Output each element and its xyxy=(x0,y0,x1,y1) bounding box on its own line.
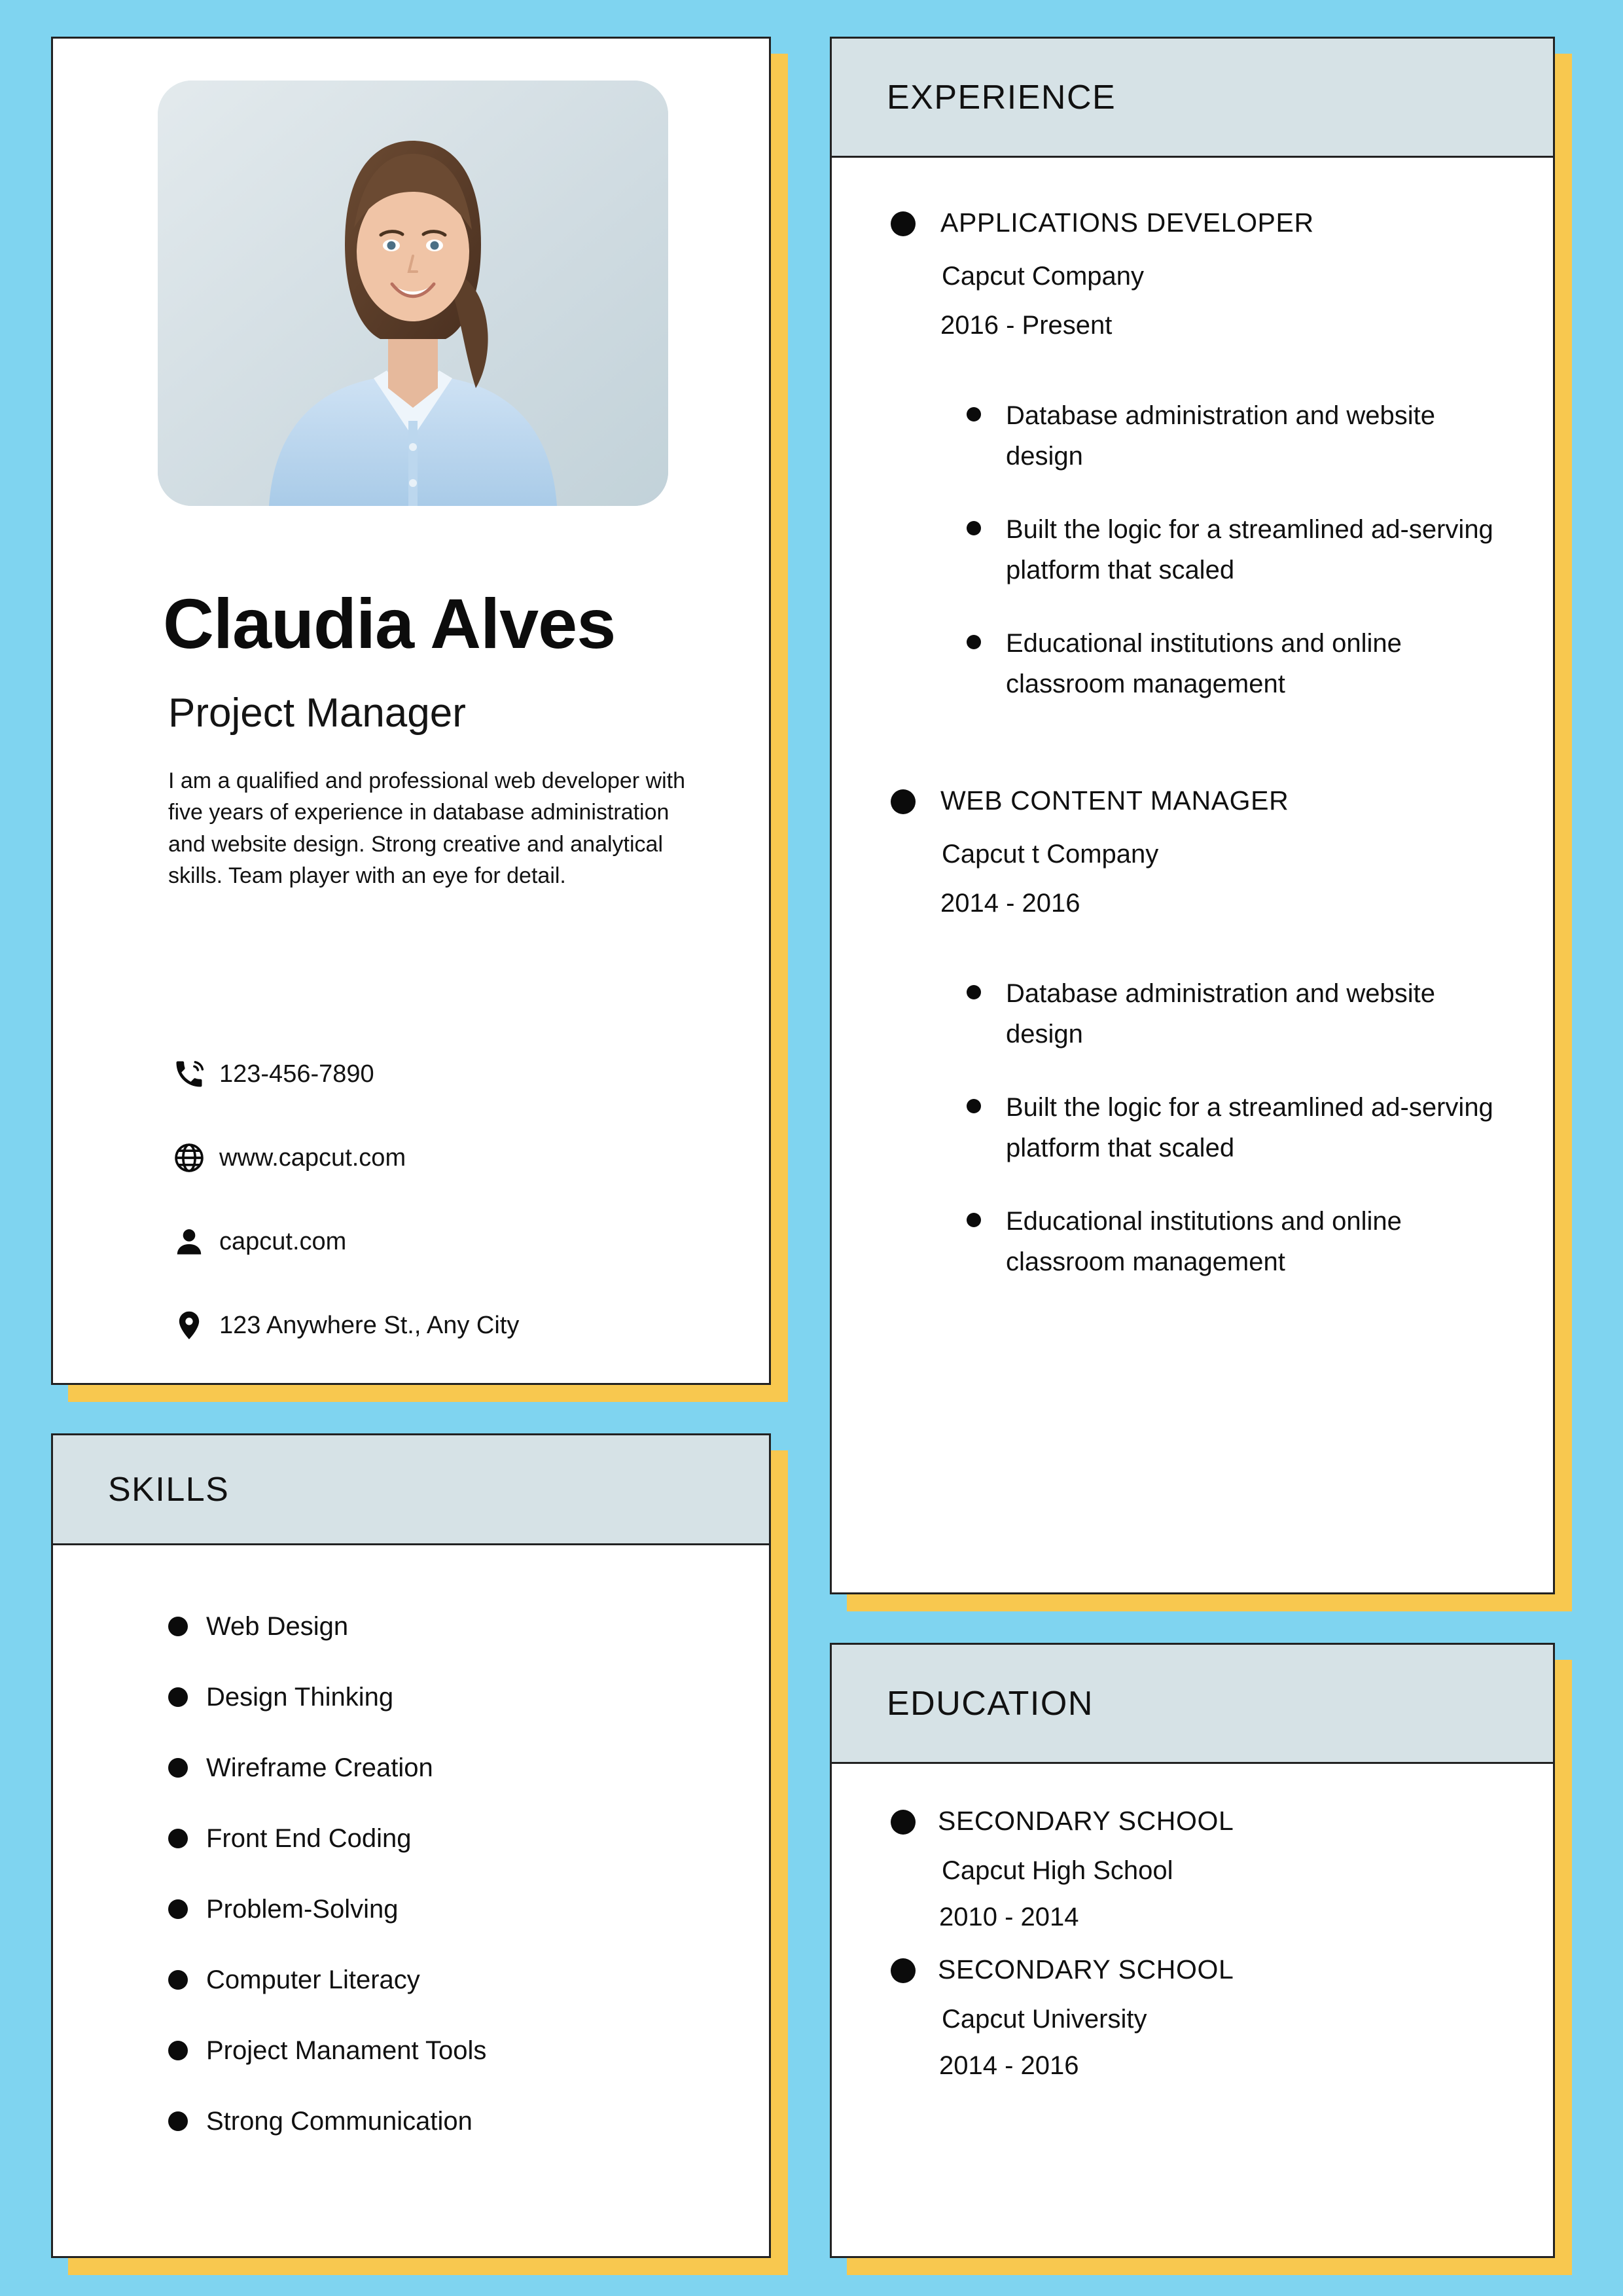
bullet-icon xyxy=(891,1810,916,1835)
list-item xyxy=(967,1087,1507,1168)
experience-title: EXPERIENCE xyxy=(887,78,1116,117)
education-item xyxy=(891,1954,1514,2081)
education-title: EDUCATION xyxy=(887,1684,1094,1723)
profile-card-body xyxy=(51,37,771,1385)
experience-job-title: APPLICATIONS DEVELOPER xyxy=(940,207,1314,238)
spacer xyxy=(891,737,1507,785)
skill-label: Design Thinking xyxy=(206,1682,394,1712)
list-item xyxy=(168,1803,769,1874)
bullet-icon xyxy=(168,1829,188,1848)
skills-card-body xyxy=(51,1433,771,2258)
education-school: Capcut University xyxy=(942,2005,1147,2034)
contact-phone-text: 123-456-7890 xyxy=(219,1060,374,1088)
list-item xyxy=(967,509,1507,590)
experience-dates: 2016 - Present xyxy=(940,311,1113,340)
experience-item xyxy=(891,207,1507,704)
education-level: SECONDARY SCHOOL xyxy=(938,1954,1234,1984)
skills-header xyxy=(53,1435,769,1545)
bullet-icon xyxy=(168,1687,188,1707)
contact-item-phone[interactable] xyxy=(168,1032,731,1116)
bullet-icon xyxy=(168,1758,188,1778)
experience-card xyxy=(830,37,1555,1594)
experience-list xyxy=(832,158,1553,1315)
skill-label: Strong Communication xyxy=(206,2106,473,2136)
experience-point: Built the logic for a streamlined ad-serving platform that scaled xyxy=(1006,515,1493,584)
experience-point: Educational institutions and online classroom management xyxy=(1006,629,1402,698)
bullet-icon xyxy=(891,1958,916,1983)
education-dates: 2010 - 2014 xyxy=(939,1903,1079,1931)
experience-header xyxy=(832,39,1553,158)
list-item xyxy=(168,1945,769,2015)
list-item xyxy=(168,1874,769,1945)
profile-card xyxy=(51,37,771,1385)
experience-point: Database administration and website design xyxy=(1006,979,1435,1049)
skill-label: Web Design xyxy=(206,1611,349,1641)
bullet-icon xyxy=(168,1970,188,1990)
education-item-title-row xyxy=(891,1954,1514,1985)
education-school: Capcut High School xyxy=(942,1856,1173,1885)
bullet-icon xyxy=(967,1099,981,1113)
globe-icon xyxy=(168,1141,210,1175)
profile-photo xyxy=(158,81,668,506)
bullet-icon xyxy=(967,521,981,535)
bullet-icon xyxy=(967,1213,981,1227)
skill-label: Problem-Solving xyxy=(206,1894,399,1924)
contact-list xyxy=(168,1032,731,1367)
list-item xyxy=(967,395,1507,476)
bullet-icon xyxy=(168,2041,188,2060)
list-item xyxy=(168,1732,769,1803)
education-level: SECONDARY SCHOOL xyxy=(938,1806,1234,1836)
education-header xyxy=(832,1645,1553,1764)
bullet-icon xyxy=(967,985,981,999)
location-pin-icon xyxy=(168,1308,210,1342)
contact-item-address[interactable] xyxy=(168,1283,731,1367)
experience-point: Educational institutions and online classroom management xyxy=(1006,1207,1402,1276)
education-dates: 2014 - 2016 xyxy=(939,2051,1079,2080)
phone-icon xyxy=(168,1057,210,1091)
contact-item-username[interactable] xyxy=(168,1200,731,1283)
contact-website-text: www.capcut.com xyxy=(219,1143,406,1172)
experience-item-title-row xyxy=(891,207,1507,238)
person-icon xyxy=(168,1225,210,1259)
experience-item xyxy=(891,785,1507,1282)
bullet-icon xyxy=(891,789,916,814)
contact-username-text: capcut.com xyxy=(219,1227,347,1255)
list-item xyxy=(168,1662,769,1732)
skills-title: SKILLS xyxy=(108,1470,230,1509)
skills-card xyxy=(51,1433,771,2258)
experience-point: Database administration and website design xyxy=(1006,401,1435,471)
experience-points xyxy=(967,395,1507,704)
experience-item-title-row xyxy=(891,785,1507,816)
list-item xyxy=(168,1591,769,1662)
bullet-icon xyxy=(967,407,981,422)
profile-role: Project Manager xyxy=(168,691,466,736)
experience-job-title: WEB CONTENT MANAGER xyxy=(940,785,1289,816)
skill-label: Computer Literacy xyxy=(206,1965,420,1994)
experience-points xyxy=(967,973,1507,1282)
education-card xyxy=(830,1643,1555,2258)
bullet-icon xyxy=(891,211,916,236)
contact-address-text: 123 Anywhere St., Any City xyxy=(219,1311,520,1339)
experience-company: Capcut Company xyxy=(942,262,1145,291)
bullet-icon xyxy=(168,1617,188,1636)
skill-label: Wireframe Creation xyxy=(206,1753,433,1782)
skill-label: Project Manament Tools xyxy=(206,2036,487,2065)
education-item-title-row xyxy=(891,1806,1514,1837)
list-item xyxy=(967,1201,1507,1282)
education-card-body xyxy=(830,1643,1555,2258)
skills-list xyxy=(53,1545,769,2157)
page-title: Claudia Alves xyxy=(163,584,616,663)
list-item xyxy=(168,2086,769,2157)
list-item xyxy=(967,623,1507,704)
experience-card-body xyxy=(830,37,1555,1594)
contact-item-website[interactable] xyxy=(168,1116,731,1200)
bullet-icon xyxy=(967,635,981,649)
list-item xyxy=(967,973,1507,1054)
profile-summary: I am a qualified and professional web developer with five years of experience in database administration and website design. Strong creative and analytical skills. Team player with an eye for detail. xyxy=(168,768,686,888)
experience-point: Built the logic for a streamlined ad-serving platform that scaled xyxy=(1006,1093,1493,1162)
bullet-icon xyxy=(168,2111,188,2131)
education-item xyxy=(891,1806,1514,1932)
skill-label: Front End Coding xyxy=(206,1823,412,1853)
education-list xyxy=(832,1764,1553,2103)
experience-dates: 2014 - 2016 xyxy=(940,889,1080,918)
list-item xyxy=(168,2015,769,2086)
bullet-icon xyxy=(168,1899,188,1919)
experience-company: Capcut t Company xyxy=(942,840,1159,869)
